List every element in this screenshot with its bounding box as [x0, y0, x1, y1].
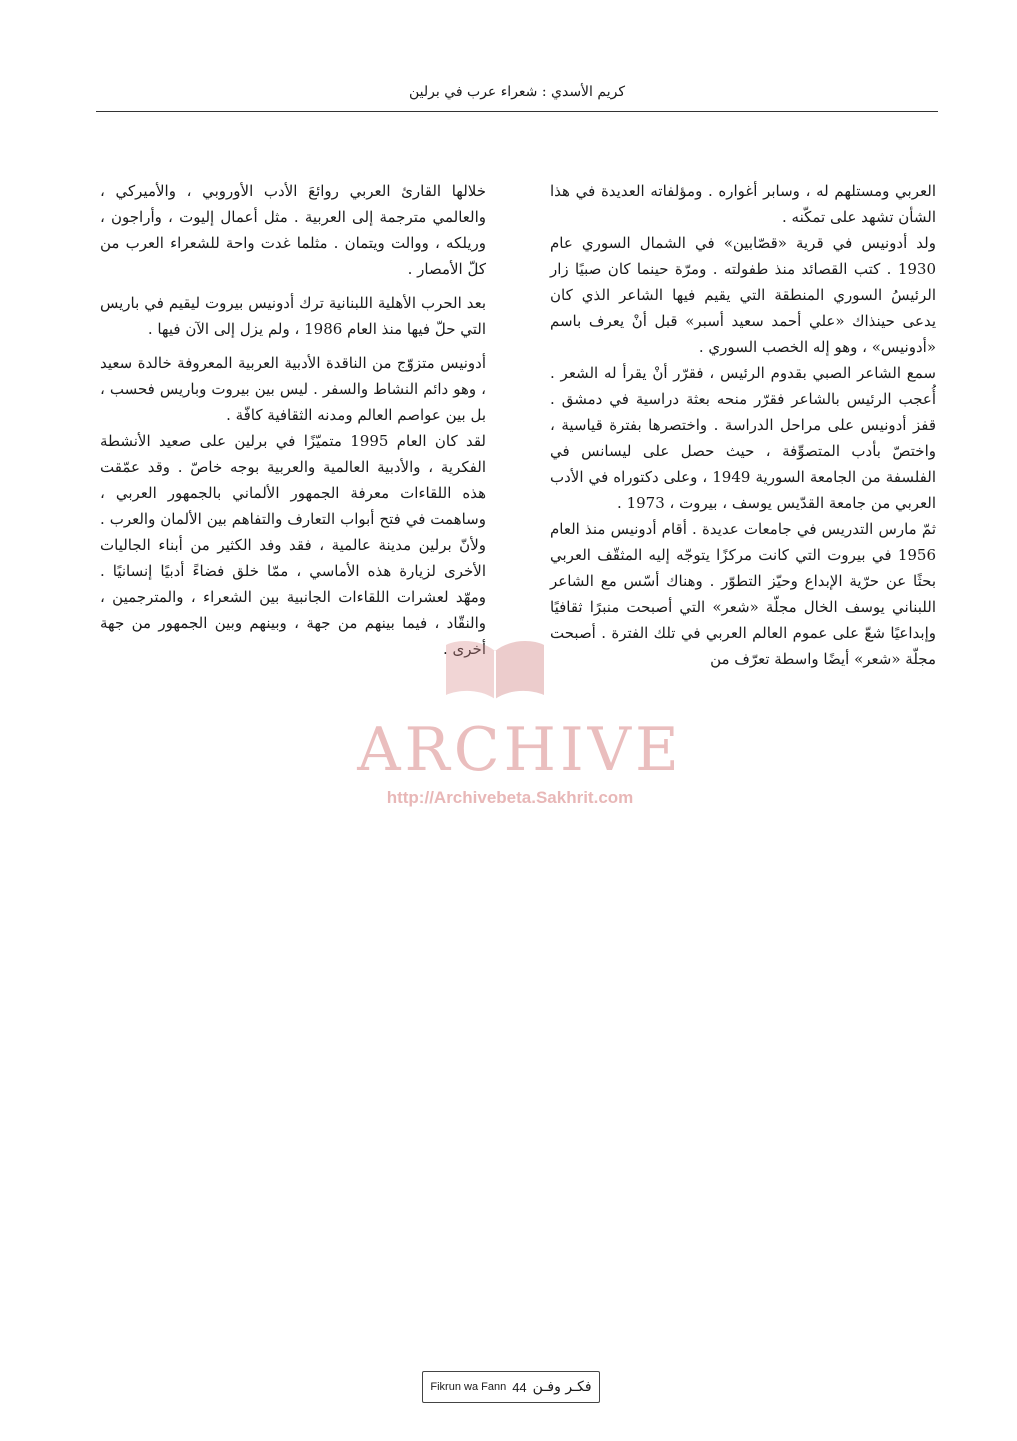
text-column-left [100, 178, 486, 662]
paragraph: ولد أدونيس في قرية «قصّابين» في الشمال السوري عام 1930 . كتب القصائد منذ طفولته . ومرّة حينما كان صبيًا زار الرئيسُ السوري المنطقة التي يقيم فيها الشاعر الذي كان يدعى حينذاك «علي أحمد سعيد أسبر» قبل أنْ يعرف باسم «أدونيس» ، وهو إله الخصب السوري . [550, 234, 936, 356]
magazine-name-latin: Fikrun wa Fann [430, 1381, 507, 1393]
archive-watermark-url: http://Archivebeta.Sakhrit.com [386, 788, 634, 807]
paragraph: بعد الحرب الأهلية اللبنانية ترك أدونيس بيروت ليقيم في باريس التي حلّ فيها منذ العام 1986 ، ولم يزل إلى الآن فيها . [100, 294, 486, 338]
header-rule [96, 111, 938, 112]
archive-watermark-text: ARCHIVE [357, 715, 683, 785]
paragraph: ثمّ مارس التدريس في جامعات عديدة . أقام أدونيس منذ العام 1956 في بيروت التي كانت مركزًا يتوجّه إليه المثقّف العربي بحثًا عن حرّية الإبداع وحيّز التطوّر . وهناك أسّس مع الشاعر اللبناني يوسف الخال مجلّة «شعر» التي أصبحت منبرًا ثقافيًا وإبداعيًا شعّ على عموم العالم العربي في تلك الفترة . أصبحت مجلّة «شعر» أيضًا واسطة تعرّف من [550, 520, 936, 668]
paragraph: سمع الشاعر الصبي بقدوم الرئيس ، فقرّر أنْ يقرأ له الشعر . أُعجب الرئيس بالشاعر فقرّر منحه بعثة دراسية في دمشق . قفز أدونيس على مراحل الدراسة . واختصرها بفترة قياسية ، واختصّ بأدب المتصوِّفة ، حيث حصل على ليسانس في الفلسفة من الجامعة السورية 1949 ، وعلى دكتوراه في الأدب العربي من جامعة القدّيس يوسف ، بيروت ، 1973 . [550, 364, 936, 512]
paragraph: أدونيس متزوّج من الناقدة الأدبية العربية المعروفة خالدة سعيد ، وهو دائم النشاط والسفر . ليس بين بيروت وباريس فحسب ، بل بين عواصم العالم ومدنه الثقافية كافّة . [100, 354, 486, 424]
paragraph: العربي ومستلهم له ، وسابر أغواره . ومؤلفاته العديدة في هذا الشأن تشهد على تمكّنه . [550, 182, 936, 226]
magazine-name-arabic: فكـر وفـن [532, 1379, 592, 1395]
paragraph: لقد كان العام 1995 متميّزًا في برلين على صعيد الأنشطة الفكرية ، والأدبية العالمية والعربية بوجه خاصّ . وقد عمّقت هذه اللقاءات معرفة الجمهور الألماني بالجمهور العربي ، وساهمت في فتح أبواب التعارف والتفاهم بين الألمان والعرب . ولأنّ برلين مدينة عالمية ، فقد وفد الكثير من أبناء الجاليات الأخرى لزيارة هذه الأماسي ، ممّا خلق فضاءً أدبيًا إنسانيًا . ومهّد لعشرات اللقاءات الجانبية بين الشعراء ، والمترجمين ، والنقّاد ، فيما بينهم من جهة ، وبينهم وبين الجمهور من جهة أخرى . [100, 432, 486, 658]
text-column-right [550, 178, 936, 672]
running-title: كريم الأسدي : شعراء عرب في برلين [408, 84, 625, 100]
running-header [96, 84, 938, 108]
paragraph: خلالها القارئ العربي روائعَ الأدب الأوروبي ، والأميركي ، والعالمي مترجمة إلى العربية . مثل أعمال إليوت ، وأراجون ، وريلكه ، ووالت ويتمان . مثلما غدت واحة للشعراء العرب من كلّ الأمصار . [100, 182, 486, 278]
page-footer [422, 1371, 600, 1403]
page-number: 44 [512, 1379, 527, 1395]
